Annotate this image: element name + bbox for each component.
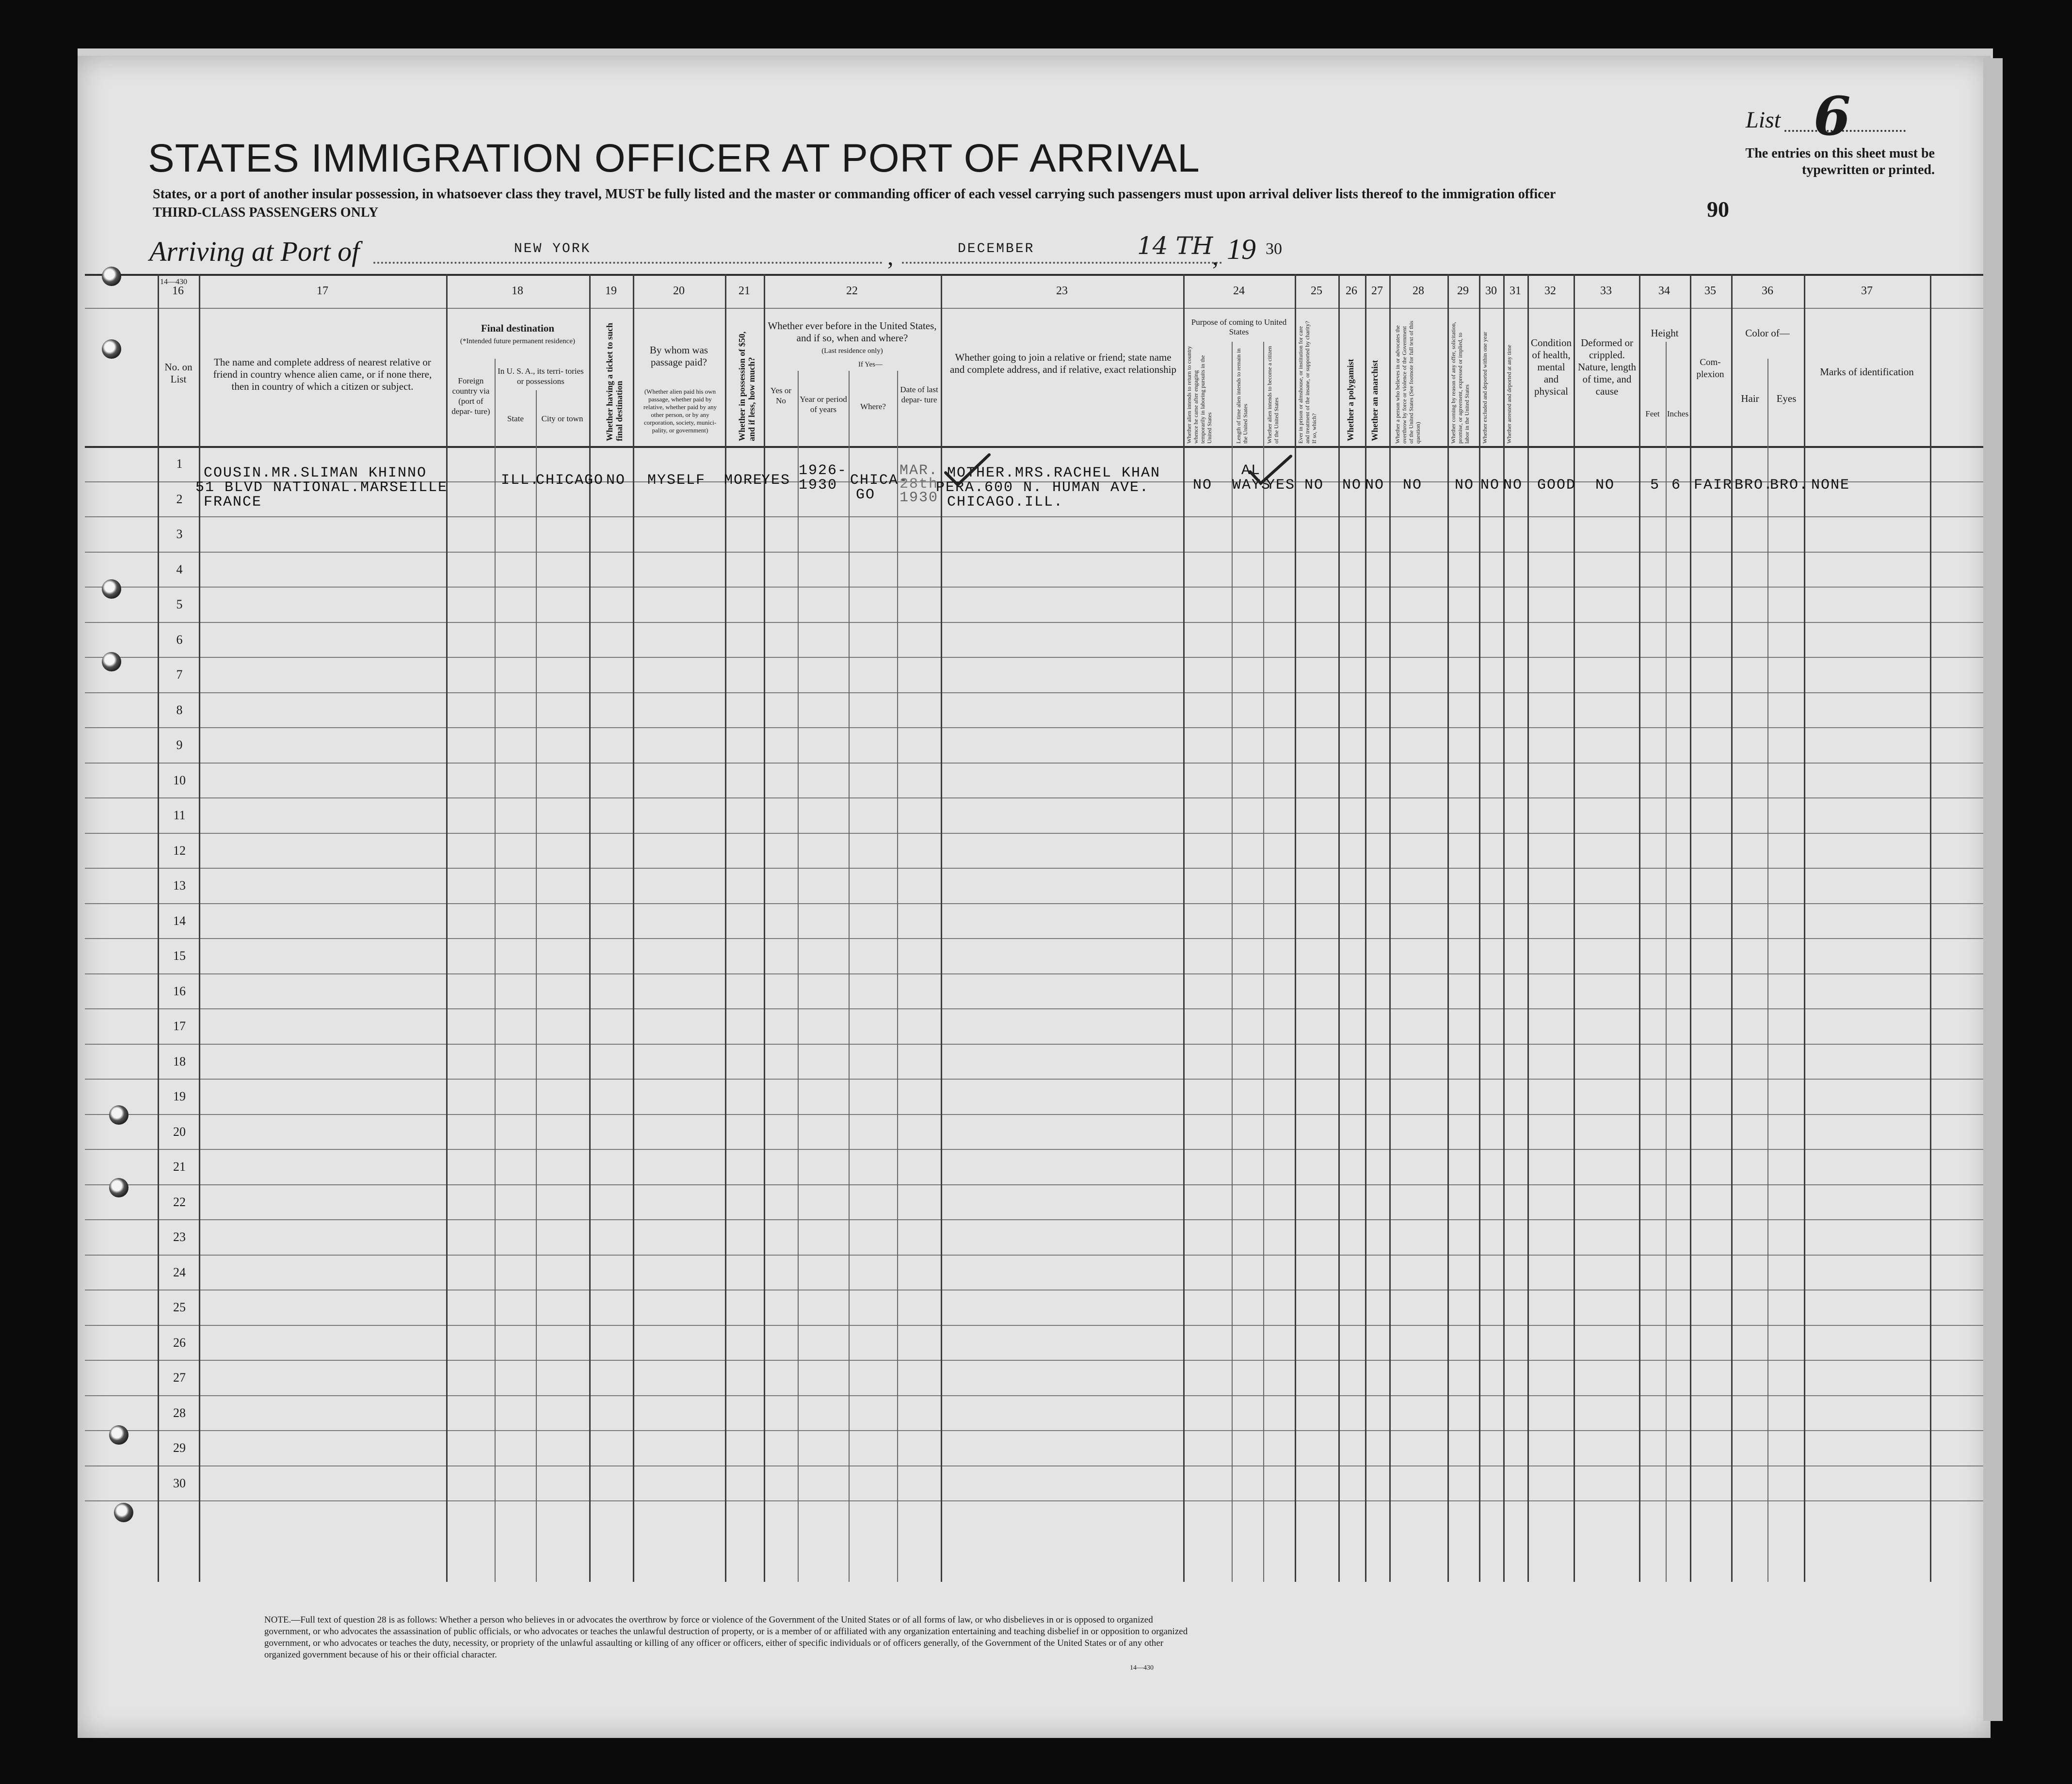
row-rule <box>85 622 1983 623</box>
binder-hole <box>102 339 121 359</box>
header-excluded: Whether excluded and deported within one year <box>1481 332 1488 444</box>
col-rule <box>1930 274 1931 1582</box>
row-rule <box>85 1325 1983 1326</box>
header-yes-or-no: Yes or No <box>770 386 792 405</box>
relative-country: FRANCE <box>204 494 262 510</box>
row-rule <box>85 868 1983 869</box>
row-number: 24 <box>173 1265 186 1279</box>
header-length-of-stay: Length of time alien intends to remain in the United States <box>1235 348 1249 444</box>
binder-hole <box>102 652 121 671</box>
header-fifty-dollars: Whether in possession of $50, and if less, how much? <box>737 331 756 441</box>
row-number: 13 <box>173 878 186 892</box>
column-number: 17 <box>317 285 328 297</box>
header-labor-offer: Whether coming by reason of any offer, solicitation, promise, or agreement, expressed or implied, to labor in the United States <box>1450 322 1470 444</box>
offer-value: NO <box>1455 477 1475 494</box>
row-rule <box>85 657 1983 658</box>
feet-value: 5 <box>1650 477 1660 494</box>
header-feet: Feet <box>1645 409 1660 418</box>
row-number: 27 <box>173 1370 186 1385</box>
destination-state: ILL. <box>501 472 540 489</box>
header-last-residence: (Last residence only) <box>821 347 883 355</box>
col-rule <box>1263 342 1264 1582</box>
row-number: 1 <box>176 457 183 471</box>
typewritten-note: The entries on this sheet must be typewritten or printed. <box>1745 146 1935 177</box>
col-rule <box>1389 274 1391 1582</box>
overthrow-value: NO <box>1403 477 1423 494</box>
column-number: 19 <box>605 285 617 297</box>
col-rule <box>764 274 765 1582</box>
column-number: 36 <box>1762 285 1773 297</box>
years-value-2: 1930 <box>799 477 838 494</box>
row-rule <box>85 727 1983 728</box>
row-rule <box>85 552 1983 553</box>
paper-right-edge <box>1983 58 2003 1721</box>
ticket-value: NO <box>606 472 626 489</box>
row-rule <box>85 692 1983 693</box>
row-number: 17 <box>173 1019 186 1033</box>
years-value: 1926- <box>799 462 848 479</box>
col-rule <box>446 274 448 1582</box>
header-citizen-intent: Whether alien intends to become a citizen of the United States <box>1266 346 1280 444</box>
binder-hole <box>102 267 121 286</box>
row-number: 15 <box>173 949 186 963</box>
header-nearest-relative: The name and complete address of nearest relative or friend in country whence alien came, or if none there, then in country of which a citizen or subject. <box>213 356 432 392</box>
header-eyes: Eyes <box>1776 393 1797 404</box>
col-rule <box>1666 342 1667 1582</box>
binder-hole <box>109 1425 128 1445</box>
arriving-label: Arriving at Port of <box>149 236 360 267</box>
header-no-on-list: No. on List <box>164 361 193 385</box>
row-number: 10 <box>173 773 186 787</box>
date-day: 14 TH <box>1137 232 1213 260</box>
header-arrested: Whether arrested and deported at any time <box>1506 345 1512 444</box>
row-rule <box>85 1149 1983 1150</box>
header-return-intent: Whether alien intends to return to country whence he came after engaging temporarily in laboring pursuits in the United States <box>1186 346 1213 444</box>
col-rule <box>1183 274 1185 1582</box>
row-rule <box>85 1079 1983 1080</box>
col-rule <box>1731 274 1733 1582</box>
row-rule <box>85 1219 1983 1220</box>
form-code: 14—430 <box>160 278 187 286</box>
row-rule <box>85 516 1983 517</box>
header-health: Condition of health, mental and physical <box>1530 337 1572 397</box>
header-joining-relative: Whether going to join a relative or friend; state name and complete address, and if relative, exact relationship <box>949 351 1177 375</box>
check-mark-icon <box>1246 453 1295 487</box>
where-value: CHICA- <box>850 472 909 489</box>
complexion-value: FAIR <box>1694 477 1733 494</box>
column-number: 16 <box>172 285 184 297</box>
col-rule <box>1365 274 1366 1582</box>
citizen-value: YES <box>1266 477 1296 494</box>
length-value: AL <box>1241 462 1261 479</box>
col-rule <box>495 359 496 1582</box>
check-mark-icon <box>941 451 994 490</box>
eyes-value: BRO. <box>1770 477 1809 494</box>
row-number: 29 <box>173 1441 186 1455</box>
row-rule <box>85 903 1983 904</box>
header-passage-paid: By whom was passage paid? <box>649 344 708 368</box>
row-rule <box>85 797 1983 798</box>
row-rule <box>85 1114 1983 1115</box>
sheet-number: 90 <box>1707 197 1729 222</box>
row-number: 20 <box>173 1124 186 1139</box>
arrested-value: NO <box>1503 477 1523 494</box>
row-number: 23 <box>173 1230 186 1244</box>
row-number: 30 <box>173 1476 186 1490</box>
header-date-departure: Date of last depar- ture <box>900 385 938 404</box>
row-rule <box>85 1044 1983 1045</box>
row-rule <box>85 1360 1983 1361</box>
header-ticket: Whether having a ticket to such final destination <box>605 322 624 441</box>
joining-name: MOTHER.MRS.RACHEL KHAN <box>947 465 1161 481</box>
col-rule <box>536 390 537 1582</box>
header-color: Color of— <box>1745 327 1790 339</box>
column-number: 35 <box>1704 285 1716 297</box>
excluded-value: NO <box>1480 477 1500 494</box>
column-number: 21 <box>739 285 750 297</box>
col-rule <box>1447 274 1449 1582</box>
header-polygamist: Whether a polygamist <box>1346 359 1355 441</box>
port-rule <box>373 262 883 264</box>
header-if-yes: If Yes— <box>858 361 883 368</box>
column-number: 18 <box>512 285 523 297</box>
port-value: NEW YORK <box>514 241 591 256</box>
row-rule <box>85 587 1983 588</box>
year-prefix: 19 <box>1227 233 1256 265</box>
passage-paid-by: MYSELF <box>647 472 706 489</box>
column-number: 30 <box>1485 285 1497 297</box>
anarchist-value: NO <box>1365 477 1385 494</box>
col-rule <box>1767 359 1768 1582</box>
col-rule <box>725 274 726 1582</box>
binder-hole <box>102 579 121 599</box>
hair-value: BRO. <box>1735 477 1774 494</box>
col-rule <box>1527 274 1529 1582</box>
joining-address: PERA.600 N. HUMAN AVE. <box>936 479 1150 496</box>
row-number: 2 <box>176 492 183 506</box>
money-value: MORE <box>724 472 763 489</box>
row-rule <box>85 1430 1983 1431</box>
row-number: 6 <box>176 632 183 647</box>
inches-value: 6 <box>1671 477 1682 494</box>
health-value: GOOD <box>1537 477 1576 494</box>
joining-city: CHICAGO.ILL. <box>947 494 1064 510</box>
column-number: 28 <box>1413 285 1424 297</box>
comma-separator: , <box>1212 243 1219 270</box>
year-suffix: 30 <box>1266 240 1282 258</box>
header-anarchist: Whether an anarchist <box>1370 360 1380 441</box>
column-number: 34 <box>1658 285 1670 297</box>
header-passage-paid-sub: (Whether alien paid his own passage, whether paid by relative, whether paid by any other person, or by any corporation, society, munici- pality, or government) <box>643 388 717 434</box>
header-in-usa: In U. S. A., its terri- tories or possessions <box>498 366 584 386</box>
col-rule <box>1503 274 1505 1582</box>
column-number: 20 <box>673 285 685 297</box>
header-state: State <box>507 414 524 423</box>
departure-value: MAR. <box>899 462 939 479</box>
col-rule <box>798 371 799 1582</box>
instruction-text: States, or a port of another insular possession, in whatsoever class they travel, MUST be fully listed and the master or commanding officer of each vessel carrying such passengers must upon arrival deliver lists thereof to the immigration officer <box>153 187 1556 202</box>
column-number: 25 <box>1311 285 1322 297</box>
length-value-2: WAYS <box>1232 477 1271 494</box>
header-prison: Ever in prison or almshouse, or institution for care and treatment of the insane, or supported by charity? If so, which? <box>1297 321 1317 444</box>
row-rule <box>85 1255 1983 1256</box>
column-number: 31 <box>1510 285 1521 297</box>
header-inches: Inches <box>1667 409 1689 418</box>
return-value: NO <box>1193 477 1213 494</box>
prison-value: NO <box>1304 477 1324 494</box>
where-value-2: GO <box>856 487 876 503</box>
header-purpose: Purpose of coming to United States <box>1191 318 1287 336</box>
row-number: 5 <box>176 597 183 611</box>
col-rule <box>1690 274 1691 1582</box>
header-overthrow: Whether a person who believes in or advocates the overthrow by force or violence of the Government of the United States (See footnote for full text of this question) <box>1394 320 1421 444</box>
list-number: 6 <box>1814 85 1851 147</box>
class-line: THIRD-CLASS PASSENGERS ONLY <box>153 205 379 220</box>
row-number: 14 <box>173 913 186 928</box>
page-title: STATES IMMIGRATION OFFICER AT PORT OF ARRIVAL <box>148 136 1200 180</box>
polygamist-value: NO <box>1342 477 1362 494</box>
binder-hole <box>109 1105 128 1125</box>
col-rule <box>1338 274 1340 1582</box>
header-marks: Marks of identification <box>1820 366 1914 378</box>
row-rule <box>85 1465 1983 1466</box>
header-final-destination-sub: (*Intended future permanent residence) <box>460 337 575 345</box>
header-final-destination: Final destination <box>481 322 555 334</box>
column-number: 23 <box>1056 285 1068 297</box>
header-foreign-country: Foreign country via (port of depar- ture) <box>451 376 490 416</box>
row-number: 16 <box>173 984 186 998</box>
row-rule <box>85 938 1983 939</box>
row-rule <box>85 973 1983 974</box>
header-where: Where? <box>860 402 886 411</box>
marks-value: NONE <box>1811 477 1850 494</box>
row-number: 12 <box>173 843 186 858</box>
date-rule <box>902 262 1222 264</box>
header-hair: Hair <box>1741 393 1759 404</box>
row-rule <box>85 1008 1983 1009</box>
col-rule <box>1479 274 1480 1582</box>
footnote-form-code: 14—430 <box>1130 1664 1154 1672</box>
column-number: 22 <box>846 285 858 297</box>
col-rule <box>589 274 591 1582</box>
header-bottom-rule <box>85 446 1983 448</box>
col-rule <box>1639 274 1640 1582</box>
header-deformed: Deformed or crippled. Nature, length of time, and cause <box>1577 337 1637 397</box>
column-number: 32 <box>1544 285 1556 297</box>
comma-separator: , <box>887 243 894 270</box>
row-number: 9 <box>176 738 183 752</box>
row-number: 11 <box>173 808 186 822</box>
row-number: 7 <box>176 668 183 682</box>
column-number: 26 <box>1346 285 1357 297</box>
col-rule <box>1574 274 1575 1582</box>
row-number: 8 <box>176 702 183 717</box>
row-rule <box>85 1395 1983 1396</box>
header-height: Height <box>1651 327 1679 339</box>
date-month: DECEMBER <box>958 241 1035 256</box>
row-number: 22 <box>173 1195 186 1209</box>
header-year-period: Year or period of years <box>800 395 847 414</box>
row-number: 28 <box>173 1405 186 1420</box>
column-number: 24 <box>1233 285 1245 297</box>
row-rule <box>85 763 1983 764</box>
column-number: 29 <box>1457 285 1469 297</box>
relative-address: 51 BLVD NATIONAL.MARSEILLE <box>195 479 448 496</box>
destination-city: CHICAGO <box>536 472 604 489</box>
col-rule <box>633 274 634 1582</box>
row-number: 25 <box>173 1300 186 1314</box>
col-rule <box>1804 274 1805 1582</box>
deformed-value: NO <box>1595 477 1615 494</box>
row-rule <box>85 1184 1983 1185</box>
row-number: 26 <box>173 1335 186 1350</box>
col-rule <box>897 371 898 1582</box>
footnote: NOTE.—Full text of question 28 is as follows: Whether a person who believes in or advocates the overthrow by force or violence of the Government of the United States or of all forms of law, or who disbelieves in or is opposed to organized government, or who advocates the assassination of public officials, or who advocates or teaches the unlawful destruction of property, or is a member of or affiliated with any organization entertaining and teaching disbelief in or opposition to organized government, or who advocates or teaches the duty, necessity, or propriety of the unlawful assaulting or killing of any officer or officers, either of specific individuals or of officers generally, of the Government of the United States or of any other organized government because of his or their official character. <box>264 1615 1188 1660</box>
row-number: 19 <box>173 1089 186 1103</box>
row-number: 4 <box>176 562 183 576</box>
column-number: 27 <box>1371 285 1383 297</box>
header-city: City or town <box>541 414 583 423</box>
row-rule <box>85 833 1983 834</box>
relative-name: COUSIN.MR.SLIMAN KHINNO <box>204 465 427 481</box>
col-rule <box>849 371 850 1582</box>
row-rule <box>85 1500 1983 1501</box>
col-rule <box>1295 274 1296 1582</box>
table-top-rule <box>85 274 1983 276</box>
row-number: 3 <box>176 527 183 541</box>
row-number: 21 <box>173 1160 186 1174</box>
list-label: List <box>1746 107 1781 133</box>
column-number: 37 <box>1861 285 1873 297</box>
row-number: 18 <box>173 1054 186 1068</box>
binder-hole <box>109 1178 128 1197</box>
binder-hole <box>114 1503 133 1522</box>
departure-value-3: 1930 <box>899 490 939 506</box>
header-ever-before: Whether ever before in the United States, and if so, when and where? <box>768 320 937 344</box>
header-complexion: Com- plexion <box>1696 357 1724 380</box>
departure-value-2: 28th <box>899 476 939 493</box>
column-number: 33 <box>1600 285 1612 297</box>
col-rule <box>1232 342 1233 1582</box>
column-number-rule <box>85 308 1983 309</box>
ever-before-value: YES <box>761 472 791 489</box>
manifest-table <box>85 274 1983 1582</box>
